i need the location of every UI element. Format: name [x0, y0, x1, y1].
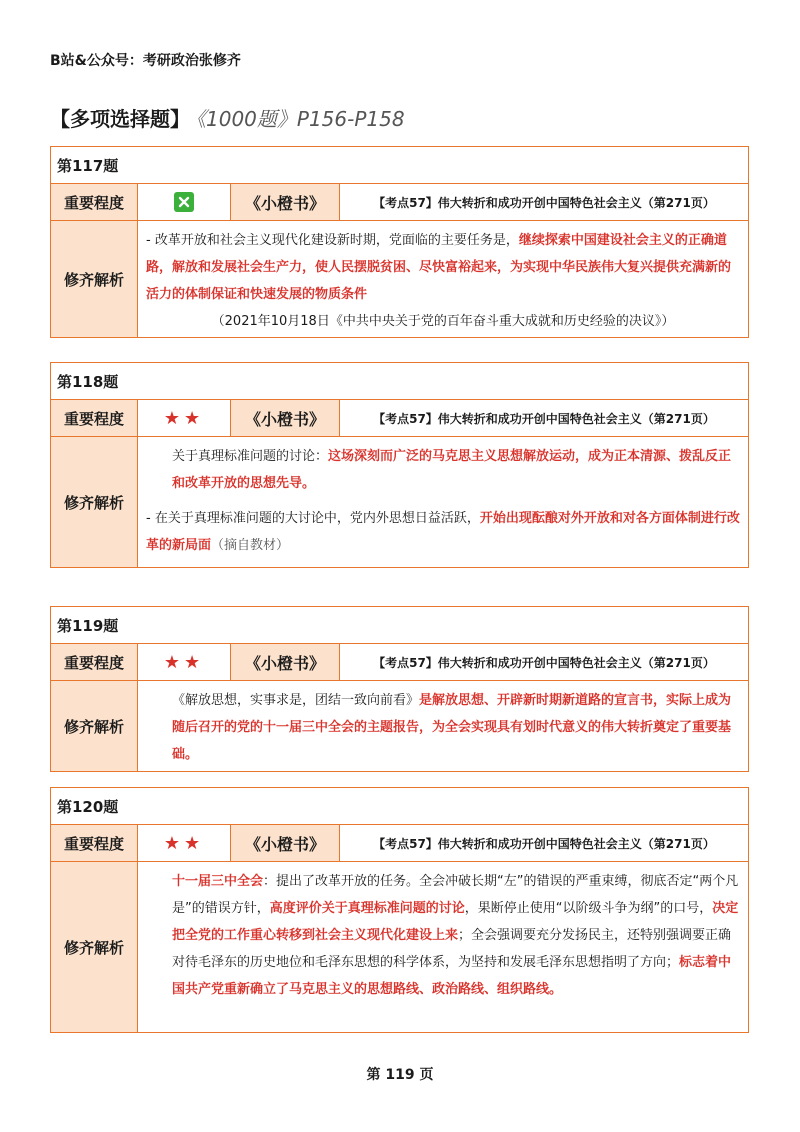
question-card-118 [50, 362, 749, 568]
question-card-120 [50, 787, 749, 1033]
importance-stars: ★★ [138, 400, 231, 436]
importance-label: 重要程度 [51, 825, 138, 861]
analysis-citation: （2021年10月18日《中共中央关于党的百年奋斗重大成就和历史经验的决议》） [211, 314, 675, 329]
importance-value [138, 184, 231, 220]
analysis-label: 修齐解析 [51, 221, 138, 337]
analysis-highlight: 这场深刻而广泛的马克思主义思想解放运动，成为正本清源、拨乱反正和改革开放的思想先导。 [172, 449, 732, 491]
importance-label: 重要程度 [51, 644, 138, 680]
book-label: 《小橙书》 [231, 184, 340, 220]
analysis-text: ：提出了改革开放的任务。全会冲破长期“左”的错误的严重束缚，彻底否定“两个凡是”的错误方针， [172, 874, 739, 916]
question-card-117 [50, 146, 749, 338]
analysis-highlight: 继续探索中国建设社会主义的正确道路，解放和发展社会生产力，使人民摆脱贫困、尽快富裕起来，为实现中华民族伟大复兴提供充满新的活力的体制保证和快速发展的物质条件 [146, 233, 732, 302]
section-label: 【多项选择题】 [50, 107, 190, 131]
analysis-highlight: 高度评价关于真理标准问题的讨论 [269, 901, 465, 916]
importance-stars: ★★ [138, 825, 231, 861]
analysis-label: 修齐解析 [51, 862, 138, 1032]
analysis-body [138, 437, 748, 567]
wrong-mark-icon [174, 192, 194, 212]
question-title: 第119题 [57, 616, 119, 635]
analysis-text: ，果断停止使用“以阶级斗争为纲”的口号， [464, 901, 713, 916]
header-text: B站&公众号：考研政治张修齐 [50, 53, 241, 69]
analysis-highlight: 十一届三中全会 [172, 874, 264, 889]
question-title: 第118题 [57, 372, 119, 391]
analysis-highlight: 开始出现酝酿对外开放和对各方面体制进行改革的新局面 [146, 511, 740, 553]
book-label: 《小橙书》 [231, 400, 340, 436]
analysis-label: 修齐解析 [51, 437, 138, 567]
question-title: 第117题 [57, 156, 119, 175]
topic-text: 【考点57】伟大转折和成功开创中国特色社会主义（第271页） [373, 655, 715, 670]
topic-text: 【考点57】伟大转折和成功开创中国特色社会主义（第271页） [373, 836, 715, 851]
topic-text: 【考点57】伟大转折和成功开创中国特色社会主义（第271页） [373, 195, 715, 210]
importance-stars: ★★ [138, 644, 231, 680]
analysis-highlight: 标志着中国共产党重新确立了马克思主义的思想路线、政治路线、组织路线。 [172, 955, 732, 997]
page-number: 第 119 页 [366, 1067, 434, 1083]
analysis-highlight: 决定把全党的工作重心转移到社会主义现代化建设上来 [172, 901, 739, 943]
analysis-highlight: 是解放思想、开辟新时期新道路的宣言书，实际上成为随后召开的党的十一届三中全会的主题报告，为全会实现具有划时代意义的伟大转折奠定了重要基础。 [172, 693, 732, 762]
book-label: 《小橙书》 [231, 825, 340, 861]
section-source: 《1000题》P156-P158 [196, 107, 405, 131]
analysis-body [138, 862, 748, 1032]
analysis-text: 关于真理标准问题的讨论： [172, 449, 329, 464]
importance-label: 重要程度 [51, 400, 138, 436]
question-title: 第120题 [57, 797, 119, 816]
book-label: 《小橙书》 [231, 644, 340, 680]
analysis-text: 《解放思想，实事求是，团结一致向前看》 [172, 693, 420, 708]
topic-text: 【考点57】伟大转折和成功开创中国特色社会主义（第271页） [373, 411, 715, 426]
analysis-label: 修齐解析 [51, 681, 138, 771]
analysis-note: （摘自教材） [211, 538, 290, 553]
question-card-119 [50, 606, 749, 772]
analysis-text: ；全会强调要充分发扬民主，还特别强调要正确对待毛泽东的历史地位和毛泽东思想的科学体系，为坚持和发展毛泽东思想指明了方向； [172, 928, 732, 970]
analysis-text: - 在关于真理标准问题的大讨论中，党内外思想日益活跃， [146, 511, 480, 526]
analysis-body [138, 681, 748, 771]
section-title [50, 103, 405, 132]
analysis-text: - 改革开放和社会主义现代化建设新时期，党面临的主要任务是， [146, 233, 519, 248]
importance-label: 重要程度 [51, 184, 138, 220]
analysis-body [138, 221, 748, 337]
